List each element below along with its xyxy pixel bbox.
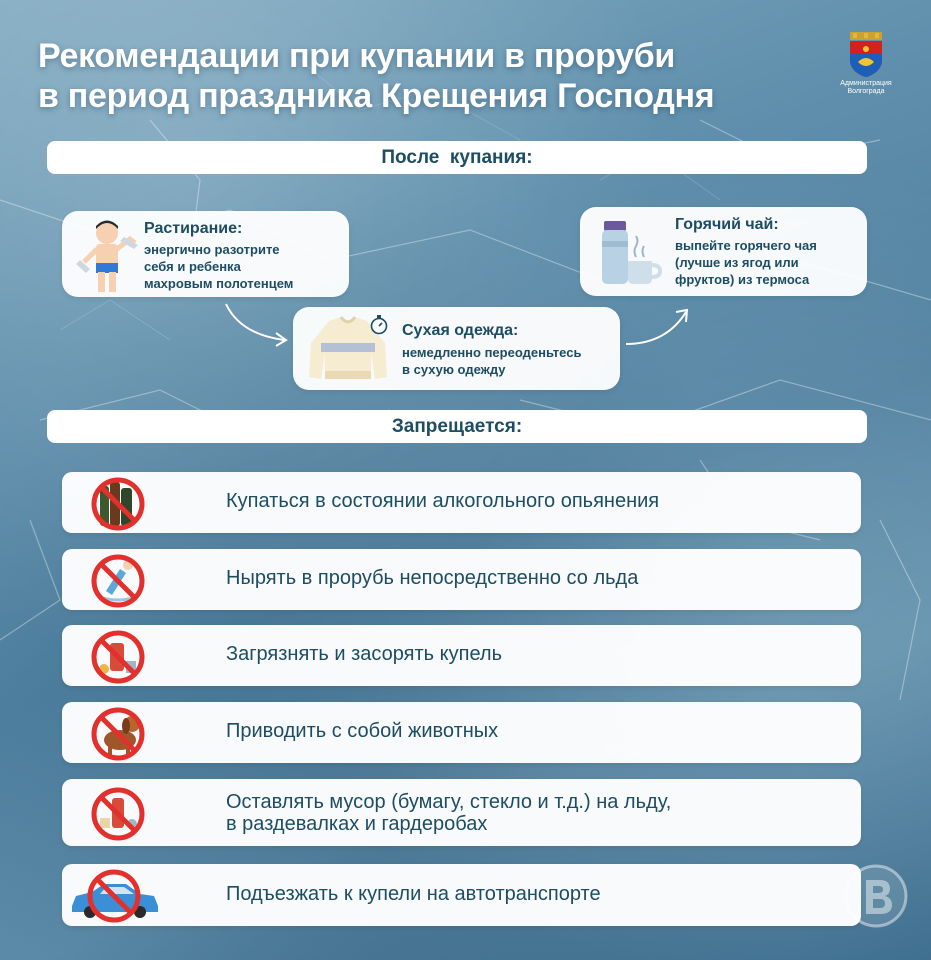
card-rubbing bbox=[62, 211, 349, 297]
title-line-1: Рекомендации при купании в проруби bbox=[38, 37, 676, 75]
prohibited-item-alcohol-text: Купаться в состоянии алкогольного опьянения bbox=[226, 490, 660, 512]
timer-icon bbox=[369, 315, 389, 335]
page-title bbox=[38, 36, 818, 116]
prohibited-item-trash-text: Оставлять мусор (бумагу, стекло и т.д.) на льду, в раздевалках и гардеробах bbox=[226, 791, 672, 835]
prohibited-item-alcohol bbox=[62, 472, 861, 533]
b-logo-watermark-icon bbox=[842, 862, 910, 930]
card-dry-clothes bbox=[293, 307, 620, 390]
prohibited-item-cars bbox=[62, 864, 861, 926]
prohibited-item-diving-text: Нырять в прорубь непосредственно со льда bbox=[226, 567, 639, 589]
after-bathing-header: После купания: bbox=[47, 141, 867, 174]
prohibited-item-animals bbox=[62, 702, 861, 763]
prohibited-item-pollute-text: Загрязнять и засорять купель bbox=[226, 643, 502, 665]
no-alcohol-icon bbox=[86, 474, 150, 532]
no-diving-icon bbox=[86, 551, 150, 609]
arrow-to-hot-tea-icon bbox=[620, 300, 692, 350]
prohibited-item-trash bbox=[62, 779, 861, 846]
prohibited-item-pollute bbox=[62, 625, 861, 686]
title-line-2: в период праздника Крещения Господня bbox=[38, 77, 715, 115]
no-trash-icon bbox=[86, 784, 150, 842]
volgograd-emblem bbox=[835, 32, 897, 96]
card-rubbing-text: энергично разотрите себя и ребенка махровым полотенцем bbox=[144, 242, 294, 291]
prohibited-header: Запрещается: bbox=[47, 410, 867, 443]
city-coat-of-arms-icon bbox=[848, 32, 884, 78]
card-hot-tea-title: Горячий чай: bbox=[675, 216, 779, 233]
thermos-and-cup-icon bbox=[598, 221, 668, 285]
arrow-to-dry-clothes-icon bbox=[222, 300, 294, 350]
no-animals-icon bbox=[86, 704, 150, 762]
card-dry-clothes-text: немедленно переоденьтесь в сухую одежду bbox=[402, 345, 582, 377]
prohibited-item-animals-text: Приводить с собой животных bbox=[226, 720, 499, 742]
card-hot-tea bbox=[580, 207, 867, 296]
card-dry-clothes-title: Сухая одежда: bbox=[402, 322, 519, 339]
boy-with-towel-icon bbox=[72, 217, 142, 295]
prohibited-item-cars-text: Подъезжать к купели на автотранспорте bbox=[226, 883, 601, 905]
prohibited-item-diving bbox=[62, 549, 861, 610]
no-cars-icon bbox=[66, 866, 162, 924]
emblem-caption-2: Волгограда bbox=[847, 88, 885, 95]
no-littering-font-icon bbox=[86, 627, 150, 685]
card-rubbing-title: Растирание: bbox=[144, 220, 243, 237]
emblem-caption-1: Администрация bbox=[840, 80, 892, 87]
card-hot-tea-text: выпейте горячего чая (лучше из ягод или фруктов) из термоса bbox=[675, 238, 817, 287]
